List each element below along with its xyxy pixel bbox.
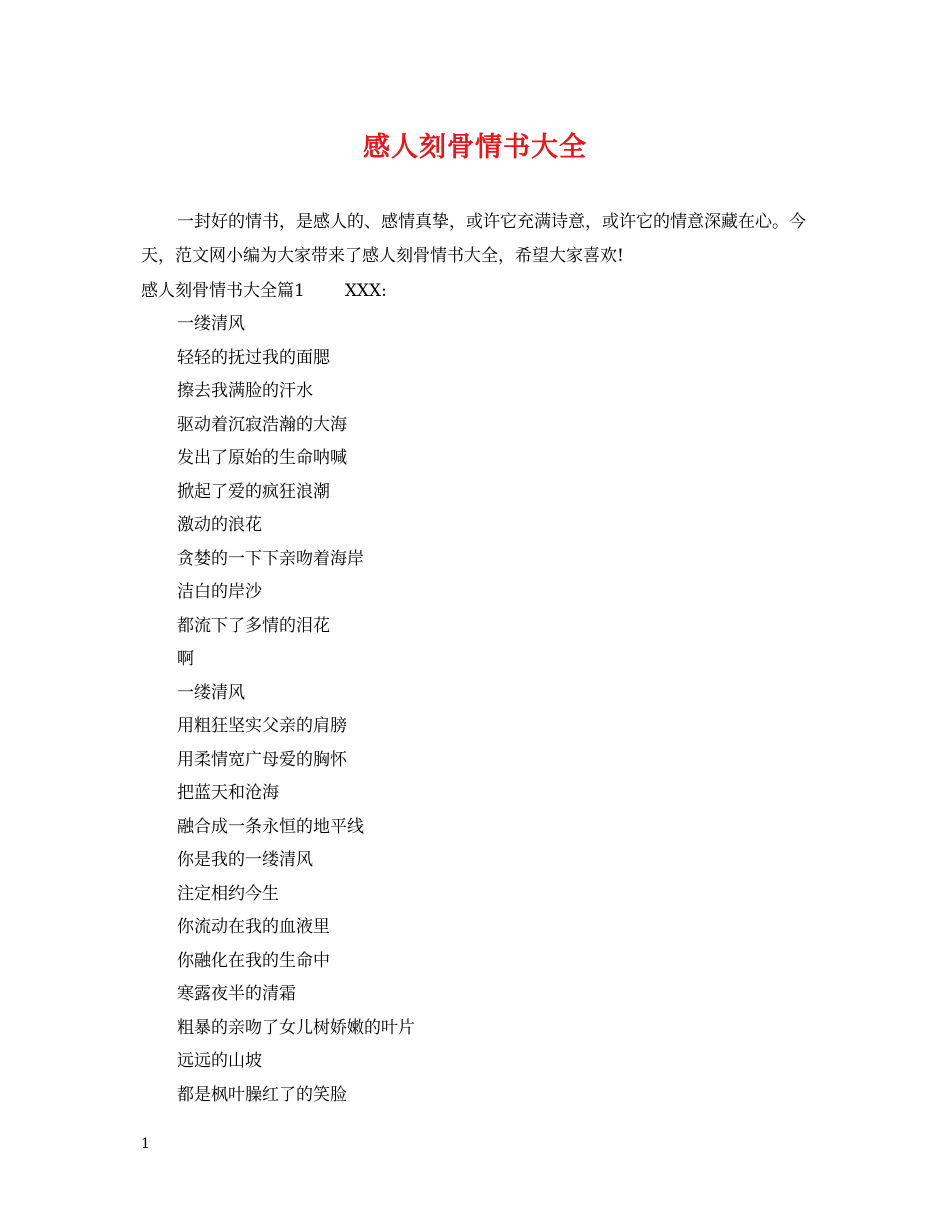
document-title: 感人刻骨情书大全	[363, 132, 587, 163]
poem-line: 驱动着沉寂浩瀚的大海	[177, 414, 347, 435]
poem-lines	[177, 310, 415, 1114]
poem-line: 用柔情宽广母爱的胸怀	[177, 749, 347, 770]
poem-line: 擦去我满脸的汗水	[177, 381, 313, 401]
intro-paragraph: 一封好的情书，是感人的、感情真挚，或许它充满诗意，或许它的情意深藏在心。今天，范文网小编为大家带来了感人刻骨情书大全，希望大家喜欢!	[141, 212, 806, 266]
poem-line: 远远的山坡	[177, 1051, 262, 1071]
section-heading-line	[141, 277, 387, 305]
poem-line: 发出了原始的生命呐喊	[177, 448, 347, 468]
poem-line: 融合成一条永恒的地平线	[177, 816, 364, 837]
poem-line: 你融化在我的生命中	[177, 950, 330, 971]
poem-line: 贪婪的一下下亲吻着海岸	[177, 548, 364, 569]
poem-line: 用粗狂坚实父亲的肩膀	[177, 716, 347, 736]
salutation: XXX:	[344, 281, 387, 301]
poem-line: 掀起了爱的疯狂浪潮	[177, 481, 330, 502]
poem-line: 轻轻的抚过我的面腮	[177, 347, 330, 368]
poem-line: 一缕清风	[177, 314, 245, 334]
poem-line: 洁白的岸沙	[177, 582, 262, 602]
poem-line: 把蓝天和沧海	[177, 783, 279, 803]
poem-line: 都流下了多情的泪花	[177, 615, 330, 636]
poem-line: 粗暴的亲吻了女儿树娇嫩的叶片	[177, 1017, 415, 1038]
poem-line: 一缕清风	[177, 682, 245, 703]
poem-line: 啊	[177, 649, 194, 669]
poem-line: 你是我的一缕清风	[177, 850, 313, 870]
page-number: 1	[141, 1136, 150, 1152]
poem-line: 寒露夜半的清霜	[177, 984, 296, 1004]
section-heading: 感人刻骨情书大全篇1	[141, 281, 305, 301]
poem-line: 都是枫叶臊红了的笑脸	[177, 1084, 347, 1105]
poem-line: 你流动在我的血液里	[177, 917, 330, 937]
poem-line: 注定相约今生	[177, 883, 279, 904]
poem-line: 激动的浪花	[177, 515, 262, 535]
